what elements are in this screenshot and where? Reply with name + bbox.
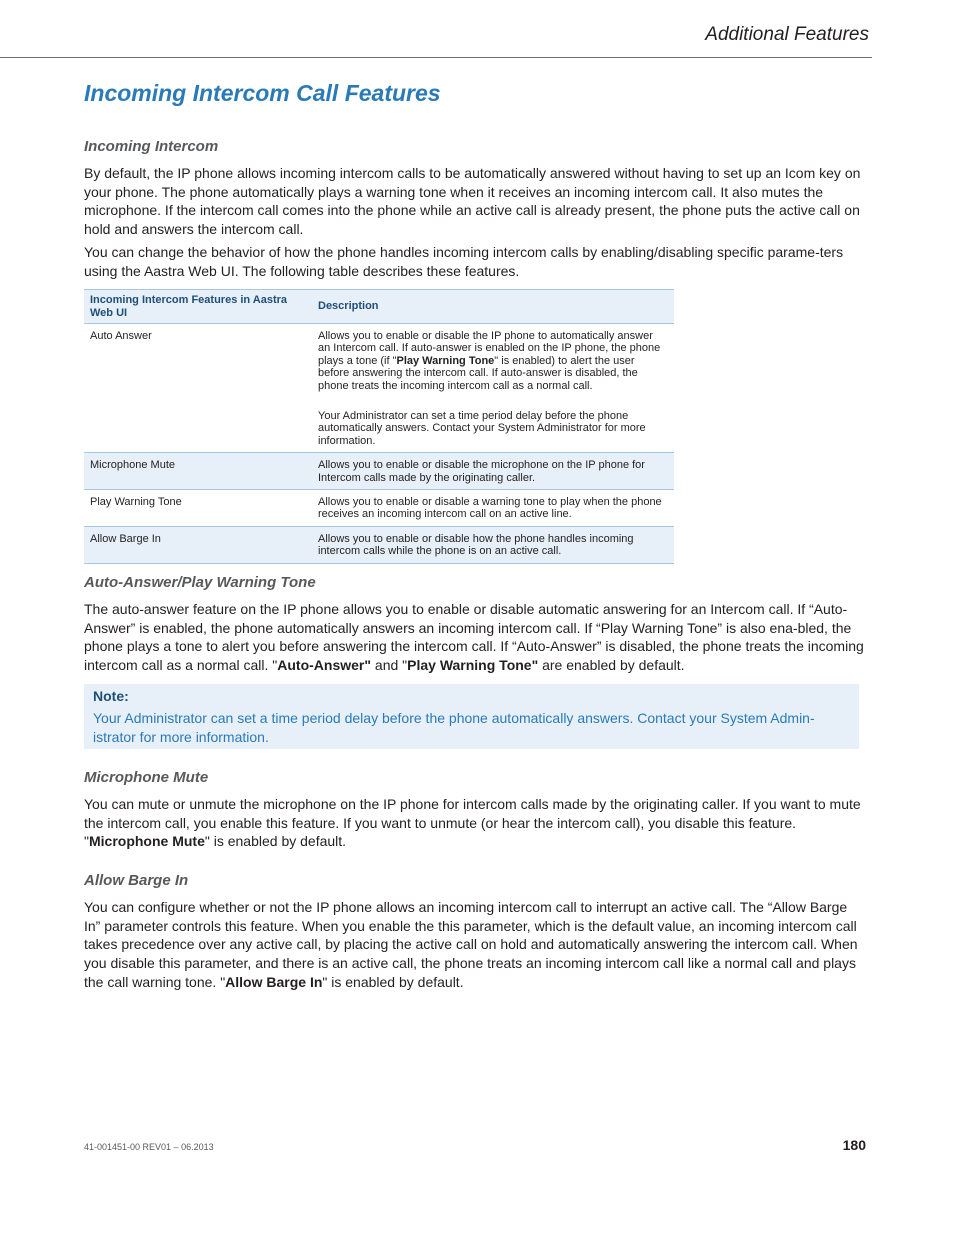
table-row xyxy=(84,490,674,527)
paragraph-text: " is enabled by default. xyxy=(322,973,464,990)
paragraph-text: " is enabled by default. xyxy=(204,833,347,850)
table-header-feature: Incoming Intercom Features in Aastra Web UI xyxy=(84,290,312,324)
paragraph-text: You can mute or unmute the microphone on the IP phone for intercom calls made by the originating caller. If you want to mute the intercom call, you enable this feature. If you want to unmute (or hear the intercom call), you disable this feature. " xyxy=(84,796,861,850)
footer-doc-id: 41-001451-00 REV01 – 06.2013 xyxy=(84,1142,214,1152)
heading-microphone-mute: Microphone Mute xyxy=(84,769,209,786)
note-box xyxy=(84,684,859,749)
paragraph-text: and " xyxy=(371,657,408,674)
table-cell-feature: Microphone Mute xyxy=(84,453,312,490)
paragraph-bold: Play Warning Tone" xyxy=(407,657,539,674)
table-cell-feature: Play Warning Tone xyxy=(84,490,312,527)
description-paragraph xyxy=(318,330,668,392)
table-header-row xyxy=(84,290,674,324)
heading-auto-answer: Auto-Answer/Play Warning Tone xyxy=(84,574,316,591)
table-cell-description: Allows you to enable or disable a warning tone to play when the phone receives an incoming intercom call on an active line. xyxy=(312,490,674,527)
note-text: Your Administrator can set a time period delay before the phone automatically answers. Contact your System Admin-istrator for more information. xyxy=(93,710,815,745)
paragraph-microphone-mute xyxy=(84,795,867,851)
table-cell-description: Allows you to enable or disable the microphone on the IP phone for Intercom calls made by the originating caller. xyxy=(312,453,674,490)
table-cell-description: Allows you to enable or disable how the phone handles incoming intercom calls while the phone is on an active call. xyxy=(312,526,674,563)
note-title: Note: xyxy=(93,688,129,704)
paragraph-bold: Microphone Mute xyxy=(88,833,205,850)
features-table xyxy=(84,289,674,564)
header-section-title: Additional Features xyxy=(705,24,869,45)
paragraph-text: You can configure whether or not the IP phone allows an incoming intercom call to interrupt an active call. The “Allow Barge In” parameter controls this feature. When you enable the this parameter, which is the default value, an incoming intercom call takes precedence over any active call, by placing the active call on hold and automatically answering the intercom call. When you disable this parameter, and there is an active call, the phone treats an incoming intercom call like a normal call and plays the call warning tone. " xyxy=(84,899,858,990)
description-text: " is enabled) to alert the user before answering the intercom call. If auto-answer is disabled, the phone treats the incoming intercom call as a normal call. xyxy=(318,354,638,392)
table-cell-description xyxy=(312,324,674,453)
paragraph-text: The auto-answer feature on the IP phone allows you to enable or disable automatic answering for an Intercom call. If “Auto-Answer” is enabled, the phone automatically answers an incoming intercom call. If “Play Warning Tone” is also ena-bled, the phone plays a tone to alert you before answering the intercom call. If “Auto-Answer” is disabled, the phone treats the incoming intercom call as a normal call. " xyxy=(84,601,864,674)
table-header-description: Description xyxy=(312,290,674,324)
paragraph-bold: Auto-Answer" xyxy=(277,657,372,674)
footer-page-number: 180 xyxy=(842,1137,866,1153)
paragraph-incoming-intercom-2: You can change the behavior of how the phone handles incoming intercom calls by enabling/disabling specific parame-ters using the Aastra Web UI. The following table describes these features. xyxy=(84,244,844,279)
header-rule xyxy=(0,57,872,58)
heading-incoming-intercom: Incoming Intercom xyxy=(84,138,219,155)
page-title: Incoming Intercom Call Features xyxy=(84,80,441,106)
table-row xyxy=(84,324,674,453)
table-row xyxy=(84,453,674,490)
table-cell-feature: Auto Answer xyxy=(84,324,312,453)
paragraph-bold: Allow Barge In xyxy=(225,973,323,990)
table-row xyxy=(84,526,674,563)
description-text: Allows you to enable or disable the IP phone to automatically answer an Intercom call. If auto-answer is enabled on the IP phone, the phone plays a tone (if " xyxy=(318,330,661,367)
table-cell-feature: Allow Barge In xyxy=(84,526,312,563)
paragraph-text: are enabled by default. xyxy=(538,657,685,674)
description-paragraph: Your Administrator can set a time period delay before the phone automatically answers. Contact your System Administrator for more information. xyxy=(318,410,646,447)
heading-allow-barge-in: Allow Barge In xyxy=(84,872,189,889)
paragraph-incoming-intercom-1: By default, the IP phone allows incoming intercom calls to be automatically answered without having to set up an Icom key on your phone. The phone automatically plays a warning tone when it receives an incoming intercom call. It also mutes the microphone. If the intercom call comes into the phone while an active call is already present, the phone puts the active call on hold and answers the intercom call. xyxy=(84,165,861,238)
paragraph-allow-barge-in xyxy=(84,898,867,992)
paragraph-auto-answer xyxy=(84,600,867,675)
description-bold: Play Warning Tone xyxy=(396,354,495,367)
